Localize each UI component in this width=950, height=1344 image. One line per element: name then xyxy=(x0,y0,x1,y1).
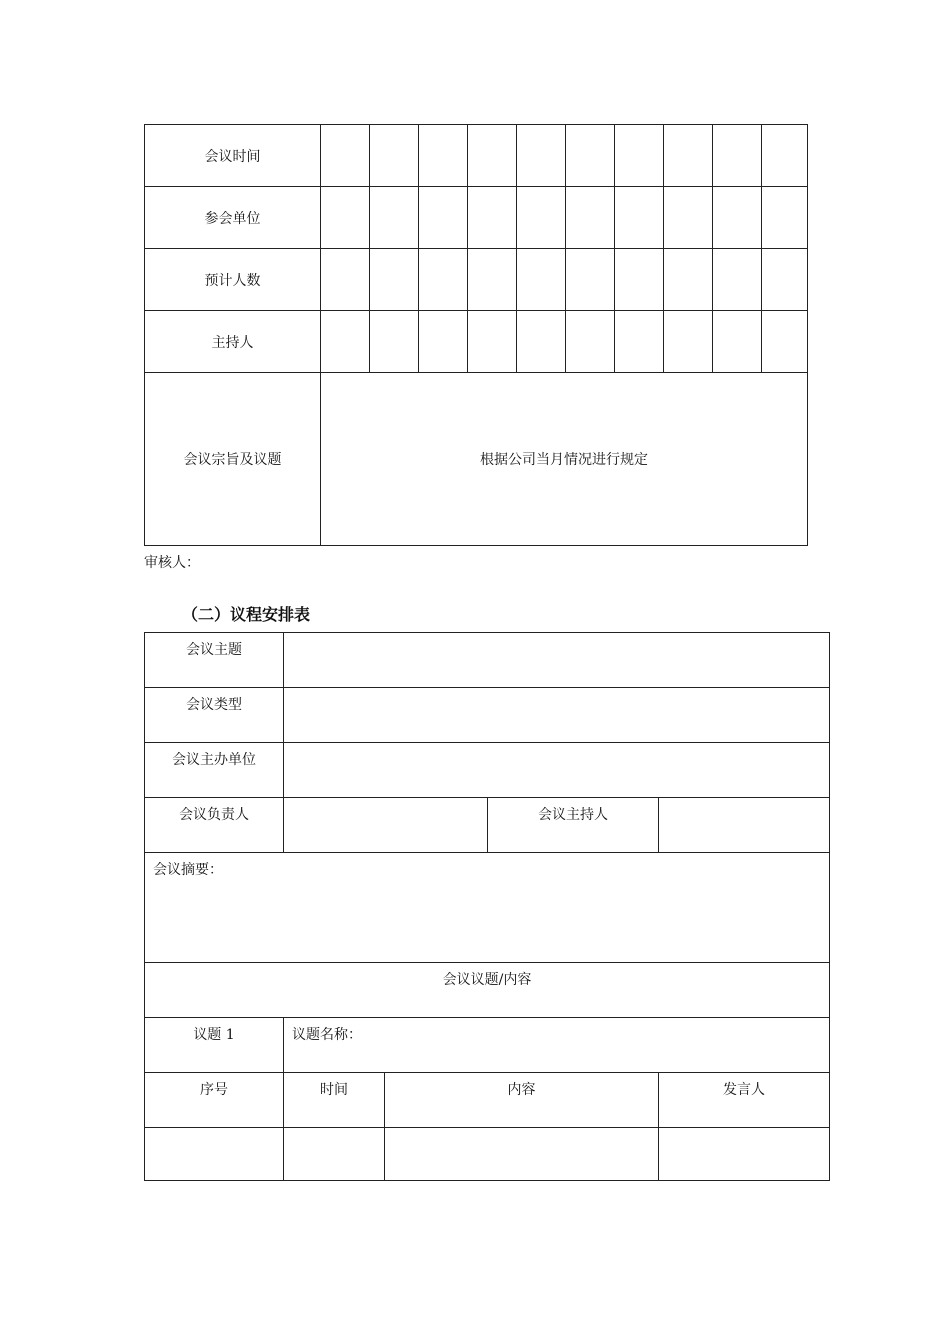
row-topics-header xyxy=(145,963,830,1018)
cell-speaker[interactable] xyxy=(659,1128,830,1181)
cell[interactable] xyxy=(713,249,762,311)
topics-header: 会议议题/内容 xyxy=(145,963,830,1018)
row-label: 主持人 xyxy=(145,311,321,373)
summary-label[interactable]: 会议摘要： xyxy=(145,853,830,963)
cell[interactable] xyxy=(517,187,566,249)
agenda-table xyxy=(144,632,830,1181)
row-host-unit xyxy=(145,743,830,798)
row-meeting-time xyxy=(145,125,808,187)
cell[interactable] xyxy=(419,249,468,311)
cell[interactable] xyxy=(762,125,808,187)
cell[interactable] xyxy=(566,125,615,187)
meeting-plan-table xyxy=(144,124,808,546)
purpose-label: 会议宗旨及议题 xyxy=(145,373,321,546)
cell[interactable] xyxy=(370,187,419,249)
cell-seq[interactable] xyxy=(145,1128,284,1181)
cell[interactable] xyxy=(517,311,566,373)
cell-content[interactable] xyxy=(385,1128,659,1181)
row-participating-units xyxy=(145,187,808,249)
col-header-speaker: 发言人 xyxy=(659,1073,830,1128)
cell[interactable] xyxy=(370,249,419,311)
cell[interactable] xyxy=(321,125,370,187)
responsible-label: 会议负责人 xyxy=(145,798,284,853)
row-label: 会议时间 xyxy=(145,125,321,187)
cell[interactable] xyxy=(566,187,615,249)
row-topic xyxy=(145,633,830,688)
cell[interactable] xyxy=(321,311,370,373)
cell[interactable] xyxy=(615,249,664,311)
cell[interactable] xyxy=(321,249,370,311)
reviewer-label: 审核人： xyxy=(144,555,200,571)
row-responsible xyxy=(145,798,830,853)
cell[interactable] xyxy=(370,311,419,373)
row-type xyxy=(145,688,830,743)
type-label: 会议类型 xyxy=(145,688,284,743)
cell[interactable] xyxy=(762,311,808,373)
purpose-value[interactable]: 根据公司当月情况进行规定 xyxy=(321,373,808,546)
row-column-headers xyxy=(145,1073,830,1128)
type-value[interactable] xyxy=(284,688,830,743)
cell[interactable] xyxy=(762,187,808,249)
cell[interactable] xyxy=(664,311,713,373)
cell-time[interactable] xyxy=(284,1128,385,1181)
cell[interactable] xyxy=(664,249,713,311)
responsible-value[interactable] xyxy=(284,798,488,853)
cell[interactable] xyxy=(713,125,762,187)
section-title: （二）议程安排表 xyxy=(182,605,311,624)
row-expected-attendance xyxy=(145,249,808,311)
host-unit-value[interactable] xyxy=(284,743,830,798)
topic1-name-label[interactable]: 议题名称： xyxy=(284,1018,830,1073)
cell[interactable] xyxy=(468,187,517,249)
cell[interactable] xyxy=(566,311,615,373)
moderator-label: 会议主持人 xyxy=(488,798,659,853)
row-label: 预计人数 xyxy=(145,249,321,311)
cell[interactable] xyxy=(419,187,468,249)
cell[interactable] xyxy=(419,125,468,187)
col-header-seq: 序号 xyxy=(145,1073,284,1128)
cell[interactable] xyxy=(615,311,664,373)
row-host xyxy=(145,311,808,373)
cell[interactable] xyxy=(762,249,808,311)
cell[interactable] xyxy=(713,187,762,249)
cell[interactable] xyxy=(468,249,517,311)
topic-label: 会议主题 xyxy=(145,633,284,688)
cell[interactable] xyxy=(664,125,713,187)
cell[interactable] xyxy=(615,187,664,249)
cell[interactable] xyxy=(468,311,517,373)
cell[interactable] xyxy=(566,249,615,311)
table-row xyxy=(145,1128,830,1181)
cell[interactable] xyxy=(468,125,517,187)
cell[interactable] xyxy=(517,125,566,187)
host-unit-label: 会议主办单位 xyxy=(145,743,284,798)
cell[interactable] xyxy=(517,249,566,311)
col-header-time: 时间 xyxy=(284,1073,385,1128)
cell[interactable] xyxy=(615,125,664,187)
cell[interactable] xyxy=(321,187,370,249)
moderator-value[interactable] xyxy=(659,798,830,853)
col-header-content: 内容 xyxy=(385,1073,659,1128)
topic1-label: 议题 1 xyxy=(145,1018,284,1073)
cell[interactable] xyxy=(664,187,713,249)
row-topic-1 xyxy=(145,1018,830,1073)
cell[interactable] xyxy=(370,125,419,187)
row-purpose xyxy=(145,373,808,546)
cell[interactable] xyxy=(419,311,468,373)
cell[interactable] xyxy=(713,311,762,373)
row-label: 参会单位 xyxy=(145,187,321,249)
topic-value[interactable] xyxy=(284,633,830,688)
row-summary xyxy=(145,853,830,963)
